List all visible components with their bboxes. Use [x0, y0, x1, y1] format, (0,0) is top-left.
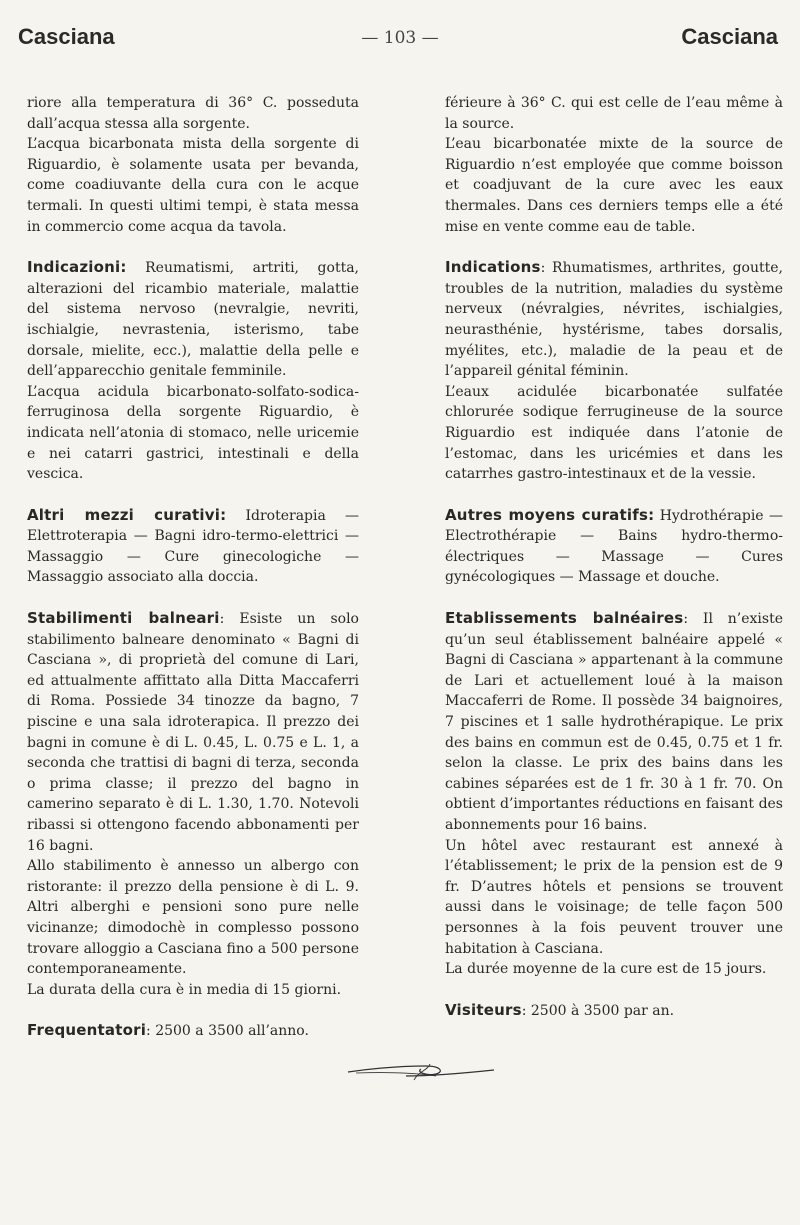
- mezzi-heading: Altri mezzi curativi:: [27, 505, 227, 524]
- etablissements-section: [445, 608, 783, 980]
- indications-section: [445, 257, 783, 485]
- stabilimenti-paragraph-2: Allo stabilimento è annesso un albergo con ristorante: il prezzo della pensione è di L. 9. Altri alberghi e pensioni sono pure nelle vicinanze; dimodochè in complesso possono trovare alloggio a Casciana fino a 500 persone contemporaneamente.: [27, 858, 359, 978]
- etablissements-paragraph-2: Un hôtel avec restaurant est annexé à l’établissement; le prix de la pension est de 9 fr. D’autres hôtels et pensions se trouvent aussi dans le voisinage; de telle façon 500 personnes à la fois peuvent trouver une habitation à Casciana.: [445, 837, 783, 957]
- etablissements-paragraph-3: La durée moyenne de la cure est de 15 jours.: [445, 961, 767, 978]
- etablissements-text: : Il n’existe qu’un seul établissement balnéaire appelé « Bagni di Casciana » appartenant à la commune de Lari et actuellement loué à la maison Maccaferri de Rome. Il possède 34 baignoires, 7 piscines et 1 salle hydrothérapique. Le prix des bains en commun est de 0.45, 0.75 et 1 fr. selon la classe. Le prix des bains dans les cabines séparées est de 1 fr. 30 à 1 fr. 70. On obtient d’importantes réductions en faisant des abonnements pour 16 bains.: [445, 611, 783, 833]
- decorative-flourish-icon: [346, 1060, 496, 1082]
- moyens-text: Hydrothérapie — Electrothérapie — Bains hydro-thermo-électriques — Massage — Cures gynécologiques — Massage et douche.: [445, 507, 783, 586]
- visiteurs-text: : 2500 à 3500 par an.: [521, 1002, 675, 1019]
- indicazioni-paragraph-2: L’acqua acidula bicarbonato-solfato-sodica-ferruginosa della sorgente Riguardio, è indicata nell’atonia di stomaco, nelle uricemie e nei catarri gastrici, intestinali e della vescica.: [27, 383, 359, 483]
- running-head-left: Casciana: [18, 24, 115, 49]
- indications-paragraph-2: L’eaux acidulée bicarbonatée sulfatée chlorurée sodique ferrugineuse de la source Riguardio est indiquée dans l’atonie de l’estomac, dans les uricémies et dans les catarrhes gastro-intestinaux et de la vessie.: [445, 383, 783, 483]
- indicazioni-text: Reumatismi, artriti, gotta, alterazioni del ricambio materiale, malattie del sistema nervoso (nevralgie, nevriti, ischialgie, nevrastenia, isterismo, tabe dorsale, mielite, ecc.), malattie della pelle e dell’apparecchio genitale femminile.: [27, 260, 359, 380]
- mezzi-section: [27, 505, 359, 588]
- frequentatori-text: : 2500 a 3500 all’anno.: [146, 1023, 309, 1040]
- page-number: — 103 —: [361, 28, 439, 48]
- italian-column: [27, 93, 359, 1042]
- moyens-section: [445, 505, 783, 588]
- stabilimenti-paragraph-3: La durata della cura è in media di 15 giorni.: [27, 981, 342, 998]
- mezzi-text: Idroterapia — Elettroterapia — Bagni idro-termo-elettrici — Massaggio — Cure ginecologiche — Massaggio associato alla doccia.: [27, 507, 359, 586]
- indications-text: : Rhumatismes, arthrites, goutte, troubles de la nutrition, maladies du système nerveux (névralgies, névrites, ischialgies, neurasthénie, hystérisme, tabes dorsalis, myélites, etc.), maladie de la peau et de l’appareil génital féminin.: [445, 260, 783, 380]
- indicazioni-section: [27, 257, 359, 485]
- frequentatori-section: [27, 1020, 359, 1042]
- visiteurs-heading: Visiteurs: [445, 1000, 522, 1019]
- french-column: [445, 93, 783, 1021]
- frequentatori-heading: Frequentatori: [27, 1021, 147, 1040]
- etablissements-heading: Etablissements balnéaires: [445, 609, 684, 628]
- visiteurs-section: [445, 1000, 783, 1022]
- riguardio-paragraph: L’eau bicarbonatée mixte de la source de Riguardio n’est employée que comme boisson et coadjuvant de la cure avec les eaux thermales. Dans ces derniers temps elle a été mise en vente comme eau de table.: [445, 136, 783, 235]
- indicazioni-heading: Indicazioni:: [27, 258, 127, 277]
- intro-paragraph: férieure à 36° C. qui est celle de l’eau même à la source.: [445, 95, 783, 132]
- running-head-right: Casciana: [681, 24, 778, 49]
- stabilimenti-text: : Esiste un solo stabilimento balneare denominato « Bagni di Casciana », di proprietà del comune di Lari, ed attualmente affittato alla Ditta Maccaferri di Roma. Possiede 34 tinozze da bagno, 7 piscine e una sala idroterapica. Il prezzo dei bagni in comune è di L. 0.45, L. 0.75 e L. 1, a seconda che trattisi di bagni di terza, seconda o prima classe; il prezzo del bagno in camerino separato è di L. 1.30, 1.70. Notevoli ribassi si ottengono facendo abbonamenti per 16 bagni.: [27, 611, 359, 854]
- indications-heading: Indications: [445, 258, 541, 277]
- stabilimenti-heading: Stabilimenti balneari: [27, 609, 220, 628]
- intro-paragraph: riore alla temperatura di 36° C. posseduta dall’acqua stessa alla sorgente.: [27, 95, 359, 132]
- moyens-heading: Autres moyens curatifs:: [445, 505, 655, 524]
- stabilimenti-section: [27, 608, 359, 1000]
- riguardio-paragraph: L’acqua bicarbonata mista della sorgente di Riguardio, è solamente usata per bevanda, come coadiuvante della cura con le acque termali. In questi ultimi tempi, è stata messa in commercio come acqua da tavola.: [27, 136, 359, 235]
- page-header: [0, 20, 800, 60]
